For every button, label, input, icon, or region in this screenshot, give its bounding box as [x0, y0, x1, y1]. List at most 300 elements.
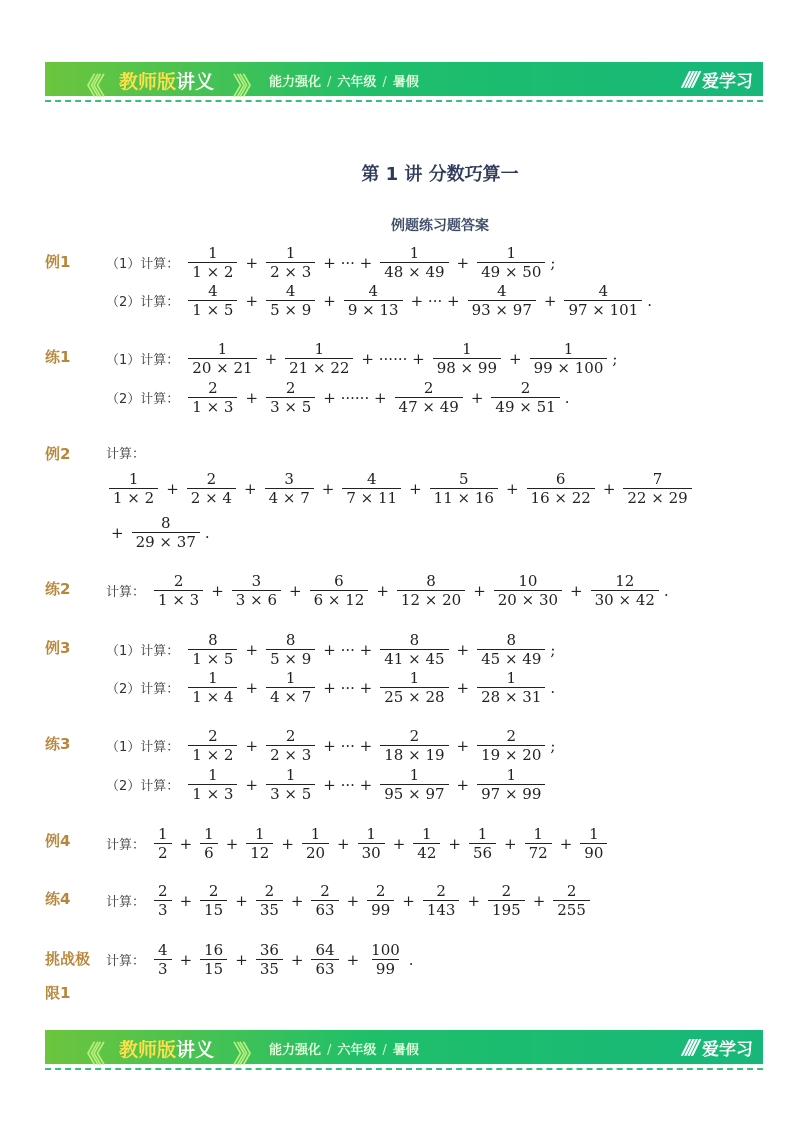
fraction [433, 341, 501, 378]
punctuation: . [550, 678, 556, 697]
denominator: 6 [200, 843, 218, 862]
denominator: 11 × 16 [430, 488, 498, 507]
fraction [525, 826, 552, 863]
denominator: 35 [256, 959, 283, 978]
fraction [265, 471, 314, 508]
fraction [132, 515, 200, 552]
fraction [564, 283, 642, 320]
formula-line [106, 942, 414, 979]
operator: + [392, 834, 406, 853]
operator: + [456, 678, 470, 697]
footer-brand-logo: //// 爱学习 [682, 1035, 753, 1060]
operator: + [602, 479, 616, 498]
operator: + [225, 834, 239, 853]
fraction [477, 767, 545, 804]
brand-logo: //// 爱学习 [682, 67, 753, 92]
formula-line [106, 515, 210, 552]
item-label-li4: 例4 [45, 832, 71, 850]
fraction [311, 942, 338, 979]
fraction [553, 883, 590, 920]
header-band [45, 62, 763, 100]
footer-breadcrumb: 能力强化 / 六年级 / 暑假 [269, 1043, 419, 1058]
numerator: 1 [366, 824, 376, 843]
punctuation: ; [550, 253, 556, 272]
operator: + [467, 891, 481, 910]
operator: + [346, 950, 360, 969]
formula-line [106, 443, 151, 462]
denominator: 1 × 3 [154, 590, 203, 609]
numerator: 2 [566, 881, 577, 900]
denominator: 98 × 99 [433, 358, 501, 377]
formula-prefix: （1）计算： [106, 353, 180, 369]
fraction [430, 471, 498, 508]
denominator: 143 [423, 900, 460, 919]
fraction [188, 767, 237, 804]
denominator: 12 [246, 843, 273, 862]
denominator: 30 × 42 [591, 590, 659, 609]
operator: + [508, 349, 522, 368]
operator: + [570, 581, 583, 600]
item-label-challenge1-cont: 限1 [45, 984, 71, 1002]
fraction [266, 380, 315, 417]
numerator: 1 [285, 765, 296, 784]
denominator: 20 × 21 [188, 358, 256, 377]
denominator: 22 × 29 [623, 488, 691, 507]
denominator: 195 [488, 900, 525, 919]
fraction [200, 826, 218, 863]
operator: + [290, 891, 304, 910]
operator: + [473, 581, 486, 600]
numerator: 1 [285, 243, 296, 262]
denominator: 2 [154, 843, 172, 862]
numerator: 2 [375, 881, 386, 900]
numerator: 1 [217, 339, 228, 358]
denominator: 6 × 12 [310, 590, 369, 609]
fraction [380, 632, 448, 669]
denominator: 2 × 3 [266, 262, 315, 281]
fraction [477, 728, 545, 765]
fraction [477, 245, 545, 282]
operator: + ··· + [323, 736, 373, 755]
numerator: 1 [128, 469, 139, 488]
fraction [591, 573, 659, 610]
fraction [266, 728, 315, 765]
denominator: 21 × 22 [285, 358, 353, 377]
denominator: 1 × 3 [188, 397, 237, 416]
operator: + [235, 950, 248, 969]
denominator: 3 × 5 [266, 397, 315, 416]
numerator: 64 [315, 940, 335, 959]
fraction [187, 471, 236, 508]
fraction [256, 942, 283, 979]
operator: + ··· + [323, 678, 373, 697]
fraction [395, 380, 463, 417]
footer-title: 教师版讲义 [119, 1039, 215, 1061]
operator: + ··· + [323, 253, 373, 272]
denominator: 28 × 31 [477, 687, 545, 706]
punctuation: . [647, 291, 653, 310]
fraction [188, 283, 237, 320]
denominator: 12 × 20 [397, 590, 465, 609]
denominator: 25 × 28 [380, 687, 448, 706]
numerator: 2 [409, 726, 420, 745]
operator: + [456, 640, 470, 659]
operator: + ··· + [410, 291, 460, 310]
operator: + [409, 479, 422, 498]
item-label-li3: 例3 [45, 639, 71, 657]
numerator: 4 [208, 281, 218, 300]
numerator: 100 [371, 940, 400, 959]
operator: + [456, 253, 470, 272]
formula-prefix: 计算： [106, 838, 146, 854]
fraction [367, 883, 394, 920]
chevrons-right-icon: 》》 [233, 1040, 257, 1068]
numerator: 8 [426, 571, 436, 590]
denominator: 16 × 22 [527, 488, 595, 507]
fraction [188, 728, 237, 765]
denominator: 35 [256, 900, 283, 919]
fraction [342, 471, 401, 508]
numerator: 4 [158, 940, 168, 959]
denominator: 5 × 9 [266, 649, 315, 668]
fraction [491, 380, 559, 417]
formula-prefix: （1）计算： [106, 644, 180, 660]
numerator: 4 [366, 469, 377, 488]
operator: + [211, 581, 224, 600]
chevrons-right-icon: 》》 [233, 72, 257, 100]
numerator: 3 [284, 469, 294, 488]
item-label-lian4: 练4 [45, 890, 71, 908]
operator: + [243, 479, 257, 498]
numerator: 1 [409, 243, 420, 262]
operator: + [264, 349, 278, 368]
logo-bars-icon: //// [682, 1035, 696, 1059]
operator: + [245, 291, 259, 310]
operator: + [456, 736, 470, 755]
numerator: 1 [563, 339, 574, 358]
denominator: 4 × 7 [265, 488, 314, 507]
formula-line [106, 670, 555, 707]
page-subtitle: 例题练习题答案 [391, 218, 489, 234]
punctuation: ; [612, 349, 618, 368]
fraction [154, 883, 172, 920]
numerator: 2 [206, 469, 217, 488]
operator: + [456, 775, 470, 794]
denominator: 97 × 101 [564, 300, 642, 319]
operator: + [402, 891, 415, 910]
numerator: 1 [409, 765, 420, 784]
fraction [302, 826, 329, 863]
numerator: 10 [518, 571, 538, 590]
denominator: 1 × 4 [188, 687, 237, 706]
numerator: 6 [334, 571, 344, 590]
numerator: 8 [285, 630, 296, 649]
operator: + [346, 891, 360, 910]
denominator: 90 [580, 843, 607, 862]
operator: + [505, 479, 519, 498]
numerator: 1 [204, 824, 214, 843]
operator: + [245, 736, 259, 755]
numerator: 2 [208, 378, 218, 397]
punctuation: . [204, 523, 210, 542]
header-title: 教师版讲义 [119, 71, 215, 93]
denominator: 56 [469, 843, 496, 862]
denominator: 30 [358, 843, 385, 862]
numerator: 2 [285, 378, 296, 397]
numerator: 6 [555, 469, 566, 488]
item-label-li1: 例1 [45, 253, 71, 271]
fraction [469, 826, 496, 863]
numerator: 1 [314, 339, 325, 358]
denominator: 20 [302, 843, 329, 862]
denominator: 5 × 9 [266, 300, 315, 319]
fraction [468, 283, 536, 320]
punctuation: ; [550, 736, 556, 755]
item-label-lian3: 练3 [45, 735, 71, 753]
operator: + ······ + [361, 349, 425, 368]
fraction [154, 573, 203, 610]
numerator: 3 [251, 571, 262, 590]
logo-bars-icon: //// [682, 67, 696, 91]
operator: + [504, 834, 517, 853]
fraction [477, 670, 545, 707]
numerator: 8 [409, 630, 420, 649]
fraction [188, 670, 237, 707]
formula-prefix: （2）计算： [106, 392, 180, 408]
operator: + ······ + [323, 388, 387, 407]
numerator: 1 [158, 824, 168, 843]
fraction [188, 380, 237, 417]
page-title: 第 1 讲 分数巧算一 [361, 164, 519, 185]
numerator: 1 [422, 824, 432, 843]
denominator: 1 × 5 [188, 300, 237, 319]
fraction [380, 245, 448, 282]
item-label-li2: 例2 [45, 445, 71, 463]
denominator: 1 × 2 [188, 262, 237, 281]
numerator: 2 [423, 378, 434, 397]
formula-prefix: （1）计算： [106, 740, 180, 756]
fraction [580, 826, 607, 863]
operator: + [245, 678, 259, 697]
fraction [188, 245, 237, 282]
denominator: 19 × 20 [477, 745, 545, 764]
numerator: 8 [160, 513, 171, 532]
denominator: 255 [553, 900, 590, 919]
formula-line [106, 341, 617, 378]
fraction [310, 573, 369, 610]
numerator: 1 [462, 339, 472, 358]
numerator: 1 [506, 668, 517, 687]
numerator: 1 [506, 243, 517, 262]
operator: + [179, 834, 193, 853]
denominator: 1 × 3 [188, 784, 237, 803]
operator: + [179, 891, 193, 910]
denominator: 29 × 37 [132, 532, 200, 551]
formula-prefix: 计算： [106, 585, 146, 601]
fraction [423, 883, 460, 920]
numerator: 1 [506, 765, 517, 784]
item-label-challenge1: 挑战极 [45, 950, 91, 968]
numerator: 1 [409, 668, 420, 687]
formula-prefix: 计算： [106, 895, 146, 911]
fraction [246, 826, 273, 863]
header-divider [45, 100, 763, 102]
fraction [311, 883, 338, 920]
numerator: 2 [320, 881, 330, 900]
denominator: 99 [372, 959, 399, 978]
fraction [266, 670, 315, 707]
breadcrumb: 能力强化 / 六年级 / 暑假 [269, 75, 419, 90]
fraction [494, 573, 562, 610]
operator: + [111, 523, 124, 542]
punctuation: . [408, 950, 414, 969]
numerator: 2 [436, 881, 446, 900]
denominator: 7 × 11 [342, 488, 401, 507]
denominator: 3 [154, 959, 172, 978]
numerator: 2 [506, 726, 517, 745]
fraction [358, 826, 385, 863]
numerator: 4 [368, 281, 378, 300]
fraction [530, 341, 608, 378]
fraction [413, 826, 440, 863]
denominator: 42 [413, 843, 440, 862]
numerator: 2 [208, 726, 218, 745]
denominator: 1 × 2 [109, 488, 158, 507]
denominator: 63 [311, 959, 338, 978]
fraction [188, 632, 237, 669]
denominator: 93 × 97 [468, 300, 536, 319]
formula-line [106, 283, 652, 320]
item-label-lian1: 练1 [45, 348, 71, 366]
operator: + [376, 581, 389, 600]
numerator: 4 [285, 281, 296, 300]
denominator: 41 × 45 [380, 649, 448, 668]
fraction [285, 341, 353, 378]
fraction [344, 283, 403, 320]
operator: + [179, 950, 193, 969]
numerator: 2 [173, 571, 184, 590]
numerator: 1 [310, 824, 321, 843]
denominator: 3 × 5 [266, 784, 315, 803]
denominator: 2 × 4 [187, 488, 236, 507]
operator: + [448, 834, 461, 853]
numerator: 1 [589, 824, 599, 843]
numerator: 8 [208, 630, 218, 649]
operator: + [559, 834, 573, 853]
operator: + [281, 834, 294, 853]
denominator: 63 [311, 900, 338, 919]
numerator: 1 [208, 243, 218, 262]
denominator: 4 × 7 [266, 687, 315, 706]
denominator: 15 [200, 900, 227, 919]
punctuation: . [663, 581, 669, 600]
fraction [266, 245, 315, 282]
numerator: 5 [459, 469, 469, 488]
operator: + [289, 581, 302, 600]
operator: + [166, 479, 179, 498]
numerator: 4 [598, 281, 609, 300]
denominator: 97 × 99 [477, 784, 545, 803]
fraction [380, 767, 448, 804]
operator: + [321, 479, 335, 498]
denominator: 9 × 13 [344, 300, 403, 319]
fraction [188, 341, 256, 378]
fraction [266, 283, 315, 320]
operator: + [323, 291, 336, 310]
numerator: 12 [615, 571, 635, 590]
numerator: 2 [501, 881, 512, 900]
punctuation: . [564, 388, 570, 407]
denominator: 95 × 97 [380, 784, 448, 803]
denominator: 49 × 51 [491, 397, 559, 416]
numerator: 8 [506, 630, 517, 649]
denominator: 48 × 49 [380, 262, 448, 281]
formula-prefix: （1）计算： [106, 257, 180, 273]
formula-line [106, 883, 593, 920]
fraction [266, 632, 315, 669]
fraction [623, 471, 691, 508]
fraction [477, 632, 545, 669]
numerator: 7 [652, 469, 663, 488]
numerator: 16 [204, 940, 224, 959]
fraction [266, 767, 315, 804]
chevrons-left-icon: 《《 [75, 1040, 99, 1068]
denominator: 49 × 50 [477, 262, 545, 281]
operator: + [245, 388, 259, 407]
fraction [488, 883, 525, 920]
formula-line [106, 245, 555, 282]
denominator: 72 [525, 843, 552, 862]
denominator: 1 × 2 [188, 745, 237, 764]
numerator: 2 [208, 881, 219, 900]
formula-line [106, 573, 669, 610]
footer-divider [45, 1068, 763, 1070]
fraction [527, 471, 595, 508]
fraction [256, 883, 283, 920]
denominator: 1 × 5 [188, 649, 237, 668]
numerator: 2 [285, 726, 296, 745]
operator: + [245, 640, 259, 659]
operator: + [245, 775, 259, 794]
denominator: 47 × 49 [395, 397, 463, 416]
numerator: 1 [255, 824, 265, 843]
fraction [200, 883, 227, 920]
operator: + [470, 388, 484, 407]
formula-prefix: （2）计算： [106, 682, 180, 698]
denominator: 15 [200, 959, 227, 978]
operator: + ··· + [323, 640, 373, 659]
denominator: 99 [367, 900, 394, 919]
chevrons-left-icon: 《《 [75, 72, 99, 100]
numerator: 36 [259, 940, 279, 959]
formula-line [106, 826, 610, 863]
operator: + [532, 891, 546, 910]
footer-band [45, 1030, 763, 1068]
fraction [200, 942, 227, 979]
fraction [154, 942, 172, 979]
operator: + ··· + [323, 775, 373, 794]
numerator: 1 [533, 824, 543, 843]
operator: + [245, 253, 259, 272]
fraction [397, 573, 465, 610]
operator: + [235, 891, 248, 910]
operator: + [290, 950, 304, 969]
numerator: 2 [158, 881, 168, 900]
formula-prefix: 计算： [106, 446, 146, 462]
denominator: 18 × 19 [380, 745, 448, 764]
fraction [367, 942, 404, 979]
formula-line [106, 767, 548, 804]
